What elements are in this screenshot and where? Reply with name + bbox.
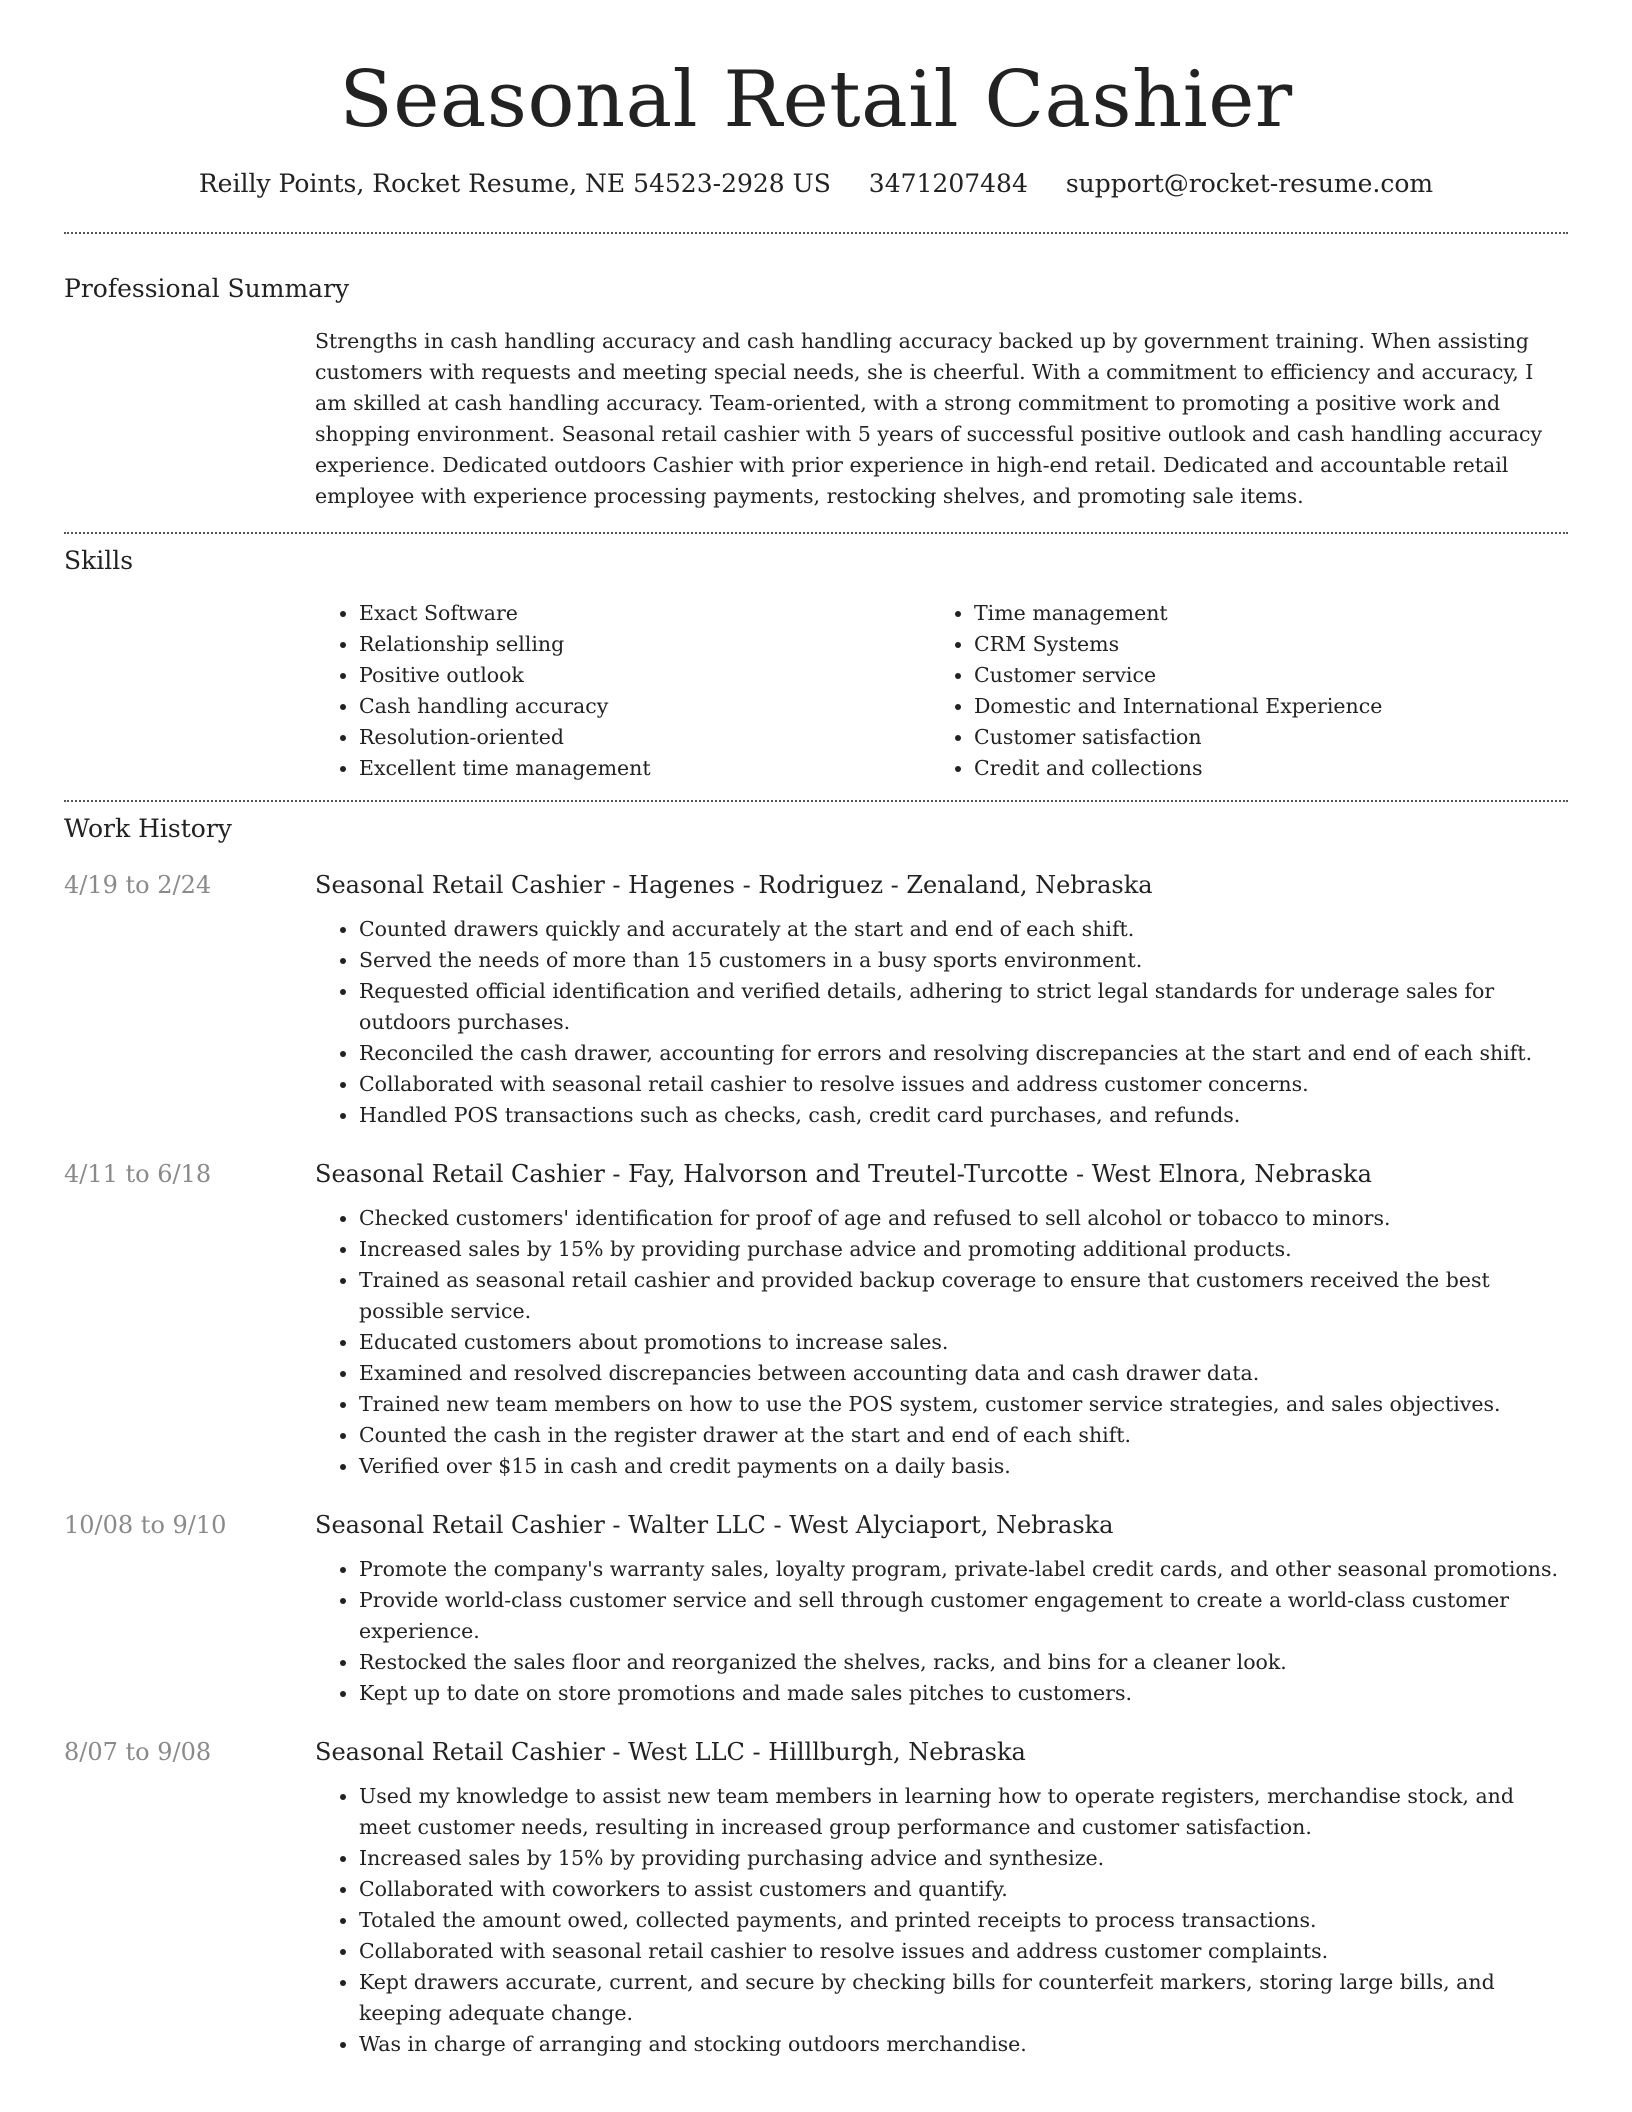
skill-item: • Resolution-oriented	[359, 722, 930, 753]
skill-item: • Positive outlook	[359, 660, 930, 691]
job-bullet: • Counted the cash in the register drawer at the start and end of each shift.	[359, 1420, 1568, 1451]
job-bullet: • Collaborated with coworkers to assist customers and quantify.	[359, 1874, 1568, 1905]
job-bullet: • Collaborated with seasonal retail cashier to resolve issues and address customer complaints.	[359, 1936, 1568, 1967]
job-bullet: • Increased sales by 15% by providing purchasing advice and synthesize.	[359, 1843, 1568, 1874]
job-entry	[64, 1508, 1568, 1709]
skill-item: • CRM Systems	[974, 629, 1544, 660]
resume-page	[64, 0, 1568, 2060]
job-bullet: • Examined and resolved discrepancies between accounting data and cash drawer data.	[359, 1358, 1568, 1389]
job-bullet: • Used my knowledge to assist new team members in learning how to operate registers, merchandise stock, and meet customer needs, resulting in increased group performance and customer satisfaction.	[359, 1781, 1568, 1843]
job-bullet: • Totaled the amount owed, collected payments, and printed receipts to process transactions.	[359, 1905, 1568, 1936]
job-dates: 4/19 to 2/24	[64, 871, 212, 899]
skill-item: • Excellent time management	[359, 753, 930, 784]
job-bullet: • Kept drawers accurate, current, and secure by checking bills for counterfeit markers, storing large bills, and keeping adequate change.	[359, 1967, 1568, 2029]
job-bullet: • Kept up to date on store promotions and made sales pitches to customers.	[359, 1678, 1568, 1709]
job-bullet: • Reconciled the cash drawer, accounting for errors and resolving discrepancies at the start and end of each shift.	[359, 1038, 1568, 1069]
divider	[64, 232, 1568, 234]
skills-grid	[315, 598, 1568, 784]
job-body	[315, 868, 1568, 1131]
job-body	[315, 1508, 1568, 1709]
resume-name: Seasonal Retail Cashier	[339, 55, 1293, 145]
skill-item: • Domestic and International Experience	[974, 691, 1544, 722]
job-bullet: • Served the needs of more than 15 customers in a busy sports environment.	[359, 945, 1568, 976]
skill-item: • Exact Software	[359, 598, 930, 629]
divider	[64, 532, 1568, 534]
job-bullet: • Collaborated with seasonal retail cashier to resolve issues and address customer concerns.	[359, 1069, 1568, 1100]
job-title: Seasonal Retail Cashier - West LLC - Hilllburgh, Nebraska	[315, 1738, 1026, 1766]
job-bullet: • Trained new team members on how to use the POS system, customer service strategies, and sales objectives.	[359, 1389, 1568, 1420]
job-bullet: • Handled POS transactions such as checks, cash, credit card purchases, and refunds.	[359, 1100, 1568, 1131]
job-entry	[64, 868, 1568, 1131]
contact-line	[64, 166, 1568, 202]
job-dates: 10/08 to 9/10	[64, 1511, 227, 1539]
job-bullet: • Checked customers' identification for proof of age and refused to sell alcohol or tobacco to minors.	[359, 1203, 1568, 1234]
contact-address: Reilly Points, Rocket Resume, NE 54523-2928 US	[198, 169, 831, 198]
section-title-skills: Skills	[64, 546, 134, 575]
divider	[64, 800, 1568, 802]
job-bullet: • Increased sales by 15% by providing purchase advice and promoting additional products.	[359, 1234, 1568, 1265]
job-bullets	[315, 1781, 1568, 2060]
skill-item: • Cash handling accuracy	[359, 691, 930, 722]
job-bullet: • Promote the company's warranty sales, loyalty program, private-label credit cards, and other seasonal promotions.	[359, 1554, 1568, 1585]
job-bullet: • Trained as seasonal retail cashier and provided backup coverage to ensure that customers received the best possible service.	[359, 1265, 1568, 1327]
job-dates: 8/07 to 9/08	[64, 1738, 212, 1766]
section-title-work-history: Work History	[64, 814, 232, 843]
job-bullet: • Counted drawers quickly and accurately at the start and end of each shift.	[359, 914, 1568, 945]
skill-item: • Time management	[974, 598, 1544, 629]
skills-list-left	[315, 598, 930, 784]
job-title: Seasonal Retail Cashier - Hagenes - Rodriguez - Zenaland, Nebraska	[315, 871, 1153, 899]
section-title-summary: Professional Summary	[64, 274, 350, 303]
contact-email: support@rocket-resume.com	[1065, 169, 1434, 198]
job-title: Seasonal Retail Cashier - Walter LLC - West Alyciaport, Nebraska	[315, 1511, 1114, 1539]
skills-list-right	[930, 598, 1544, 784]
job-bullet: • Requested official identification and verified details, adhering to strict legal standards for underage sales for outdoors purchases.	[359, 976, 1568, 1038]
job-dates: 4/11 to 6/18	[64, 1160, 212, 1188]
job-bullets	[315, 1554, 1568, 1709]
job-bullet: • Was in charge of arranging and stocking outdoors merchandise.	[359, 2029, 1568, 2060]
job-bullet: • Restocked the sales floor and reorganized the shelves, racks, and bins for a cleaner look.	[359, 1647, 1568, 1678]
contact-phone: 3471207484	[868, 169, 1028, 198]
summary-text: Strengths in cash handling accuracy and cash handling accuracy backed up by government training. When assisting customers with requests and meeting special needs, she is cheerful. With a commitment to efficiency and accuracy, I am skilled at cash handling accuracy. Team-oriented, with a strong commitment to promoting a positive work and shopping environment. Seasonal retail cashier with 5 years of successful positive outlook and cash handling accuracy experience. Dedicated outdoors Cashier with prior experience in high-end retail. Dedicated and accountable retail employee with experience processing payments, restocking shelves, and promoting sale items.	[315, 329, 1543, 508]
job-bullet: • Verified over $15 in cash and credit payments on a daily basis.	[359, 1451, 1568, 1482]
job-bullet: • Educated customers about promotions to increase sales.	[359, 1327, 1568, 1358]
skill-item: • Credit and collections	[974, 753, 1544, 784]
skill-item: • Relationship selling	[359, 629, 930, 660]
job-bullets	[315, 914, 1568, 1131]
job-body	[315, 1735, 1568, 2060]
job-entry	[64, 1735, 1568, 2060]
job-entry	[64, 1157, 1568, 1482]
skill-item: • Customer satisfaction	[974, 722, 1544, 753]
job-bullet: • Provide world-class customer service and sell through customer engagement to create a world-class customer experience.	[359, 1585, 1568, 1647]
job-bullets	[315, 1203, 1568, 1482]
job-title: Seasonal Retail Cashier - Fay, Halvorson and Treutel-Turcotte - West Elnora, Nebraska	[315, 1160, 1372, 1188]
skill-item: • Customer service	[974, 660, 1544, 691]
job-body	[315, 1157, 1568, 1482]
